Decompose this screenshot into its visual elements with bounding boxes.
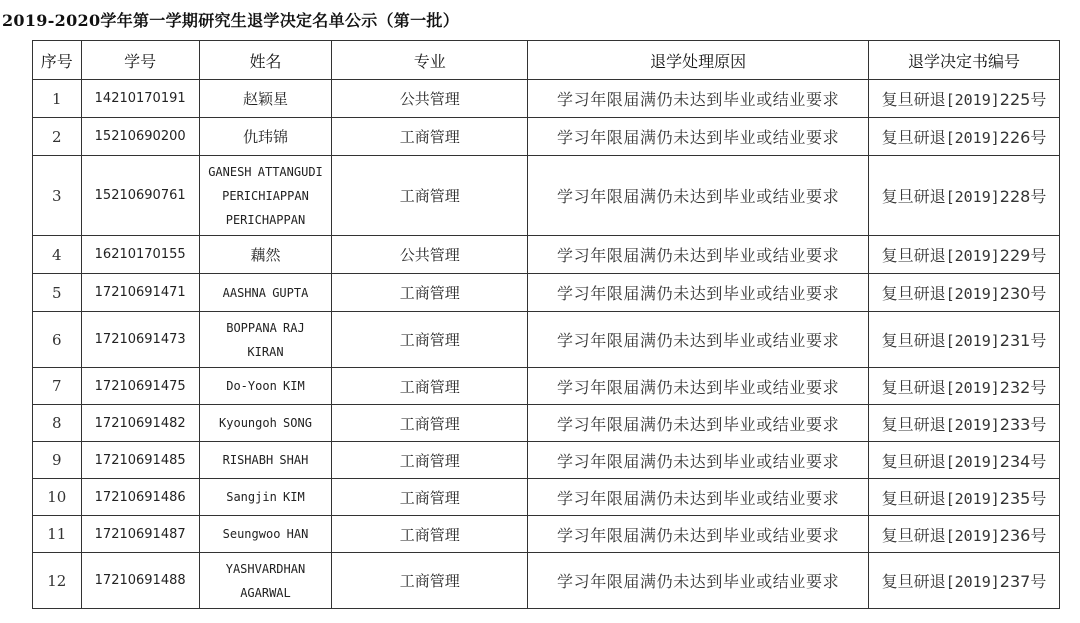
cell-name <box>199 553 331 609</box>
cell-student-id: 17210691485 <box>81 442 199 479</box>
cell-student-id: 15210690761 <box>81 156 199 236</box>
cell-decision-number <box>868 118 1059 156</box>
decision-year: [2019] <box>945 129 1000 147</box>
cell-reason: 学习年限届满仍未达到毕业或结业要求 <box>528 442 869 479</box>
name-line: Kyoungoh SONG <box>219 416 312 430</box>
header-major: 专业 <box>332 41 528 80</box>
cell-reason: 学习年限届满仍未达到毕业或结业要求 <box>528 80 869 118</box>
cell-student-id: 17210691482 <box>81 405 199 442</box>
cell-reason: 学习年限届满仍未达到毕业或结业要求 <box>528 274 869 312</box>
cell-student-id: 17210691473 <box>81 312 199 368</box>
decision-year: [2019] <box>945 526 1000 545</box>
name-line: PERICHAPPAN <box>225 212 306 227</box>
cell-name <box>199 479 331 516</box>
decision-serial: 232号 <box>999 377 1047 397</box>
cell-major: 工商管理 <box>332 368 528 405</box>
name-line: Seungwoo HAN <box>222 527 309 541</box>
cell-name <box>199 312 331 368</box>
table-header-row <box>33 41 1060 80</box>
decision-year: [2019] <box>945 247 1000 265</box>
cell-reason: 学习年限届满仍未达到毕业或结业要求 <box>528 479 869 516</box>
decision-prefix: 复旦研退 <box>881 187 946 206</box>
header-decision-number: 退学决定书编号 <box>868 41 1059 80</box>
cell-decision-number <box>868 236 1059 274</box>
cell-name <box>199 516 331 553</box>
name-line: YASHVARDHAN <box>225 561 306 576</box>
cell-decision-number <box>868 479 1059 516</box>
cell-reason: 学习年限届满仍未达到毕业或结业要求 <box>528 236 869 274</box>
table-row <box>33 405 1060 442</box>
cell-decision-number <box>868 553 1059 609</box>
table-row <box>33 118 1060 156</box>
table-row <box>33 553 1060 609</box>
decision-prefix: 复旦研退 <box>881 377 946 397</box>
name-line: 藕然 <box>250 245 281 264</box>
cell-seq: 4 <box>33 236 82 274</box>
cell-student-id: 14210170191 <box>81 80 199 118</box>
name-line: GANESH ATTANGUDI <box>208 164 323 179</box>
cell-seq: 2 <box>33 118 82 156</box>
name-line: 仇玮锦 <box>242 127 288 146</box>
decision-serial: 237号 <box>999 572 1047 591</box>
decision-year: [2019] <box>945 332 1000 350</box>
decision-serial: 228号 <box>999 187 1047 206</box>
cell-seq: 7 <box>33 368 82 405</box>
cell-major: 工商管理 <box>332 405 528 442</box>
decision-prefix: 复旦研退 <box>881 488 946 508</box>
cell-reason: 学习年限届满仍未达到毕业或结业要求 <box>528 516 869 553</box>
table-row <box>33 274 1060 312</box>
decision-serial: 230号 <box>999 284 1047 303</box>
cell-major: 公共管理 <box>332 80 528 118</box>
name-line: Sangjin KIM <box>226 490 305 504</box>
cell-seq: 6 <box>33 312 82 368</box>
cell-major: 工商管理 <box>332 479 528 516</box>
cell-reason: 学习年限届满仍未达到毕业或结业要求 <box>528 553 869 609</box>
cell-major: 工商管理 <box>332 156 528 236</box>
cell-major: 工商管理 <box>332 118 528 156</box>
decision-year: [2019] <box>945 285 1000 303</box>
cell-seq: 5 <box>33 274 82 312</box>
decision-serial: 235号 <box>999 488 1047 508</box>
cell-decision-number <box>868 442 1059 479</box>
cell-student-id: 17210691487 <box>81 516 199 553</box>
decision-prefix: 复旦研退 <box>881 284 946 303</box>
name-line: BOPPANA RAJ <box>226 320 305 335</box>
cell-seq: 1 <box>33 80 82 118</box>
cell-seq: 11 <box>33 516 82 553</box>
header-student-id: 学号 <box>81 41 199 80</box>
cell-student-id: 17210691488 <box>81 553 199 609</box>
cell-major: 工商管理 <box>332 553 528 609</box>
cell-reason: 学习年限届满仍未达到毕业或结业要求 <box>528 156 869 236</box>
decision-year: [2019] <box>945 91 1000 109</box>
cell-name <box>199 80 331 118</box>
name-line: KIRAN <box>247 344 284 359</box>
withdrawal-list-table <box>32 40 1060 609</box>
cell-student-id: 16210170155 <box>81 236 199 274</box>
cell-seq: 8 <box>33 405 82 442</box>
cell-student-id: 15210690200 <box>81 118 199 156</box>
table-row <box>33 312 1060 368</box>
table-row <box>33 479 1060 516</box>
cell-reason: 学习年限届满仍未达到毕业或结业要求 <box>528 368 869 405</box>
decision-prefix: 复旦研退 <box>881 451 946 471</box>
name-line: AASHNA GUPTA <box>222 285 309 300</box>
cell-seq: 3 <box>33 156 82 236</box>
cell-name <box>199 442 331 479</box>
cell-major: 工商管理 <box>332 516 528 553</box>
cell-seq: 10 <box>33 479 82 516</box>
page-title: 2019-2020学年第一学期研究生退学决定名单公示（第一批） <box>2 11 460 30</box>
decision-year: [2019] <box>945 415 1000 434</box>
decision-serial: 234号 <box>999 451 1047 471</box>
cell-decision-number <box>868 368 1059 405</box>
decision-serial: 233号 <box>999 414 1047 434</box>
cell-decision-number <box>868 156 1059 236</box>
cell-student-id: 17210691475 <box>81 368 199 405</box>
header-seq: 序号 <box>33 41 82 80</box>
cell-name <box>199 118 331 156</box>
table-row <box>33 516 1060 553</box>
name-line: 赵颖星 <box>242 89 288 108</box>
decision-prefix: 复旦研退 <box>881 128 946 147</box>
cell-name <box>199 368 331 405</box>
cell-decision-number <box>868 80 1059 118</box>
cell-major: 工商管理 <box>332 274 528 312</box>
decision-prefix: 复旦研退 <box>881 331 946 350</box>
cell-name <box>199 405 331 442</box>
cell-reason: 学习年限届满仍未达到毕业或结业要求 <box>528 312 869 368</box>
name-line: Do-Yoon KIM <box>226 379 305 393</box>
decision-year: [2019] <box>945 188 1000 206</box>
table-body <box>33 80 1060 609</box>
decision-year: [2019] <box>945 452 1000 471</box>
header-name: 姓名 <box>199 41 331 80</box>
decision-serial: 231号 <box>999 331 1047 350</box>
cell-reason: 学习年限届满仍未达到毕业或结业要求 <box>528 405 869 442</box>
decision-prefix: 复旦研退 <box>881 246 946 265</box>
name-line: RISHABH SHAH <box>222 453 309 467</box>
cell-major: 公共管理 <box>332 236 528 274</box>
cell-name <box>199 236 331 274</box>
decision-serial: 226号 <box>999 128 1047 147</box>
cell-student-id: 17210691486 <box>81 479 199 516</box>
decision-prefix: 复旦研退 <box>881 525 946 545</box>
decision-year: [2019] <box>945 378 1000 397</box>
cell-decision-number <box>868 274 1059 312</box>
decision-prefix: 复旦研退 <box>881 572 946 591</box>
table-row <box>33 442 1060 479</box>
table-row <box>33 236 1060 274</box>
cell-decision-number <box>868 405 1059 442</box>
cell-name <box>199 156 331 236</box>
cell-major: 工商管理 <box>332 312 528 368</box>
table-row <box>33 368 1060 405</box>
cell-major: 工商管理 <box>332 442 528 479</box>
cell-student-id: 17210691471 <box>81 274 199 312</box>
decision-prefix: 复旦研退 <box>881 414 946 434</box>
cell-name <box>199 274 331 312</box>
cell-decision-number <box>868 312 1059 368</box>
decision-year: [2019] <box>945 573 1000 591</box>
cell-decision-number <box>868 516 1059 553</box>
decision-serial: 225号 <box>999 90 1047 109</box>
name-line: AGARWAL <box>240 585 291 600</box>
cell-seq: 12 <box>33 553 82 609</box>
cell-seq: 9 <box>33 442 82 479</box>
decision-prefix: 复旦研退 <box>881 90 946 109</box>
name-line: PERICHIAPPAN <box>222 188 309 203</box>
table-row <box>33 156 1060 236</box>
cell-reason: 学习年限届满仍未达到毕业或结业要求 <box>528 118 869 156</box>
table-row <box>33 80 1060 118</box>
decision-serial: 236号 <box>999 525 1047 545</box>
decision-year: [2019] <box>945 489 1000 508</box>
header-reason: 退学处理原因 <box>528 41 869 80</box>
decision-serial: 229号 <box>999 246 1047 265</box>
